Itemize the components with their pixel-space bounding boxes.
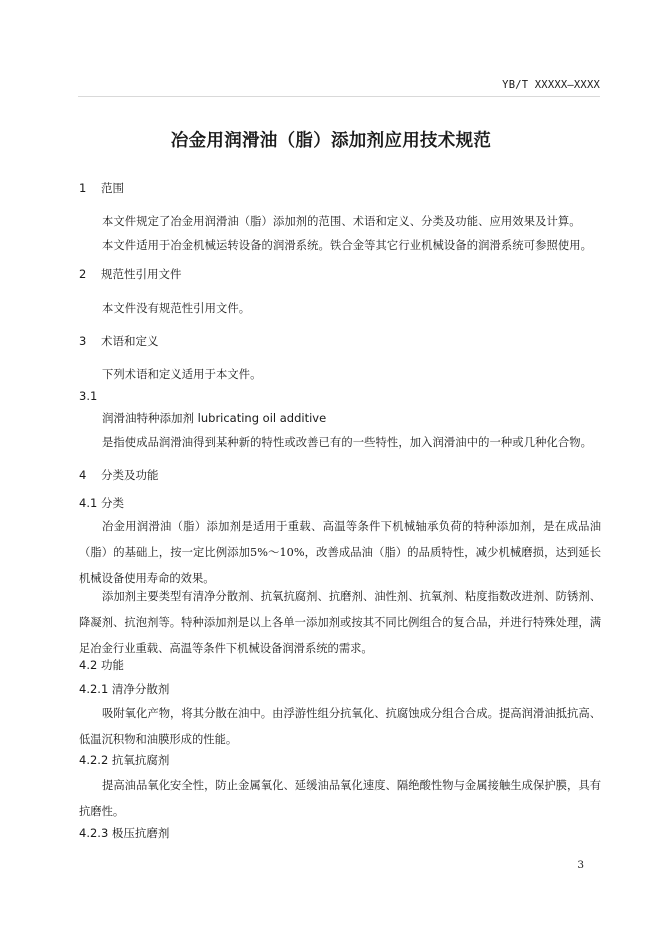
term-definition: 是指使成品润滑油得到某种新的特性或改善已有的一些特性，加入润滑油中的一种或几种化合物。 (102, 436, 593, 449)
subsection-4-2-2-heading: 4.2.2 抗氧抗腐剂 (79, 753, 170, 767)
section-title: 术语和定义 (101, 334, 159, 348)
subsection-4-2-heading: 4.2 功能 (79, 658, 124, 672)
subsection-4-2-1-heading: 4.2.1 清净分散剂 (79, 682, 170, 696)
subsection-3-1-number: 3.1 (79, 389, 98, 403)
section-1-paragraph-1: 本文件规定了冶金用润滑油（脂）添加剂的范围、术语和定义、分类及功能、应用效果及计算。 (102, 215, 581, 228)
section-number: 4 (79, 468, 87, 482)
subsection-4-2-1-paragraph: 吸附氧化产物，将其分散在油中。由浮游性组分抗氧化、抗腐蚀成分组合合成。提高润滑油抵抗高、低温沉积物和油膜形成的性能。 (79, 707, 601, 746)
section-4-heading (79, 467, 159, 483)
section-title: 范围 (101, 181, 124, 195)
section-3-paragraph-1: 下列术语和定义适用于本文件。 (102, 368, 262, 381)
section-title: 规范性引用文件 (101, 267, 182, 281)
section-number: 2 (79, 267, 87, 281)
header-divider (78, 96, 600, 97)
section-1-heading (79, 180, 124, 196)
section-2-heading (79, 266, 182, 282)
document-title: 冶金用润滑油（脂）添加剂应用技术规范 (170, 131, 492, 151)
subsection-4-1-heading: 4.1 分类 (79, 496, 124, 510)
section-1-paragraph-2: 本文件适用于冶金机械运转设备的润滑系统。铁合金等其它行业机械设备的润滑系统可参照使用。 (102, 239, 593, 252)
section-title: 分类及功能 (101, 468, 159, 482)
section-number: 3 (79, 334, 87, 348)
section-number: 1 (79, 181, 87, 195)
subsection-4-1-paragraph-2: 添加剂主要类型有清净分散剂、抗氧抗腐剂、抗磨剂、油性剂、抗氧剂、粘度指数改进剂、防锈剂、降凝剂、抗泡剂等。特种添加剂是以上各单一添加剂或按其不同比例组合的复合品，并进行特殊处理，满足冶金行业重载、高温等条件下机械设备润滑系统的需求。 (79, 590, 601, 655)
page-number: 3 (577, 859, 584, 871)
subsection-4-2-3-heading: 4.2.3 极压抗磨剂 (79, 826, 170, 840)
subsection-4-1-paragraph-1: 冶金用润滑油（脂）添加剂是适用于重载、高温等条件下机械轴承负荷的特种添加剂，是在成品油（脂）的基础上，按一定比例添加5%～10%，改善成品油（脂）的品质特性，减少机械磨损，达到延长机械设备使用寿命的效果。 (79, 520, 601, 585)
standard-code: YB/T XXXXX—XXXX (502, 79, 600, 91)
section-3-heading (79, 333, 159, 349)
subsection-4-2-2-paragraph: 提高油品氧化安全性，防止金属氧化、延缓油品氧化速度、隔绝酸性物与金属接触生成保护膜，具有抗磨性。 (79, 779, 601, 818)
term-entry: 润滑油特种添加剂 lubricating oil additive (102, 411, 327, 425)
section-2-paragraph-1: 本文件没有规范性引用文件。 (102, 302, 251, 315)
